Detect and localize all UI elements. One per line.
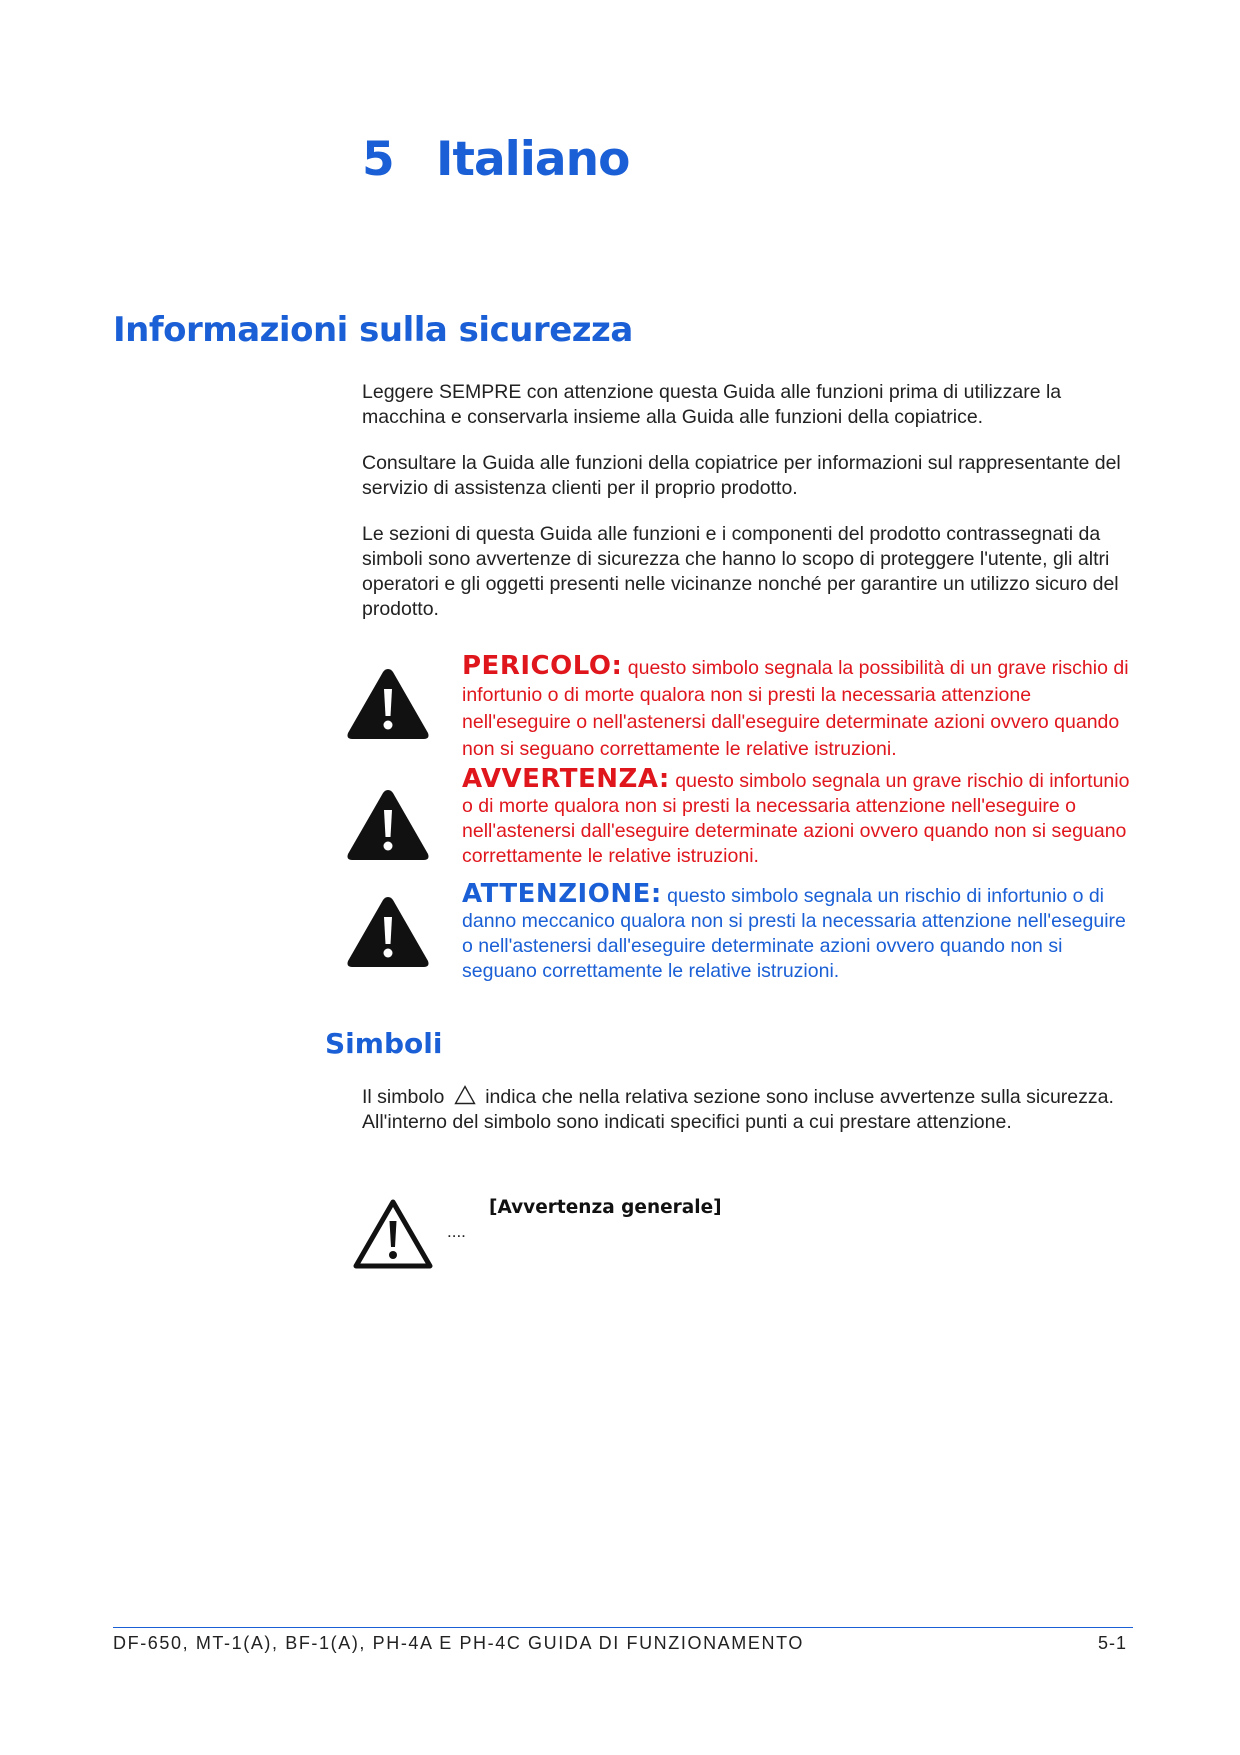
footer-page-number: 5-1	[1098, 1633, 1128, 1653]
warning-text: questo simbolo segnala un grave rischio di infortunio o di morte qualora non si presti la necessaria attenzione nell'eseguire o nell'astenersi dall'eseguire determinate azioni ovvero quando non si seguano correttamente le relative istruzioni.	[462, 770, 1130, 867]
caution-text: questo simbolo segnala un rischio di infortunio o di danno meccanico qualora non si presti la necessaria attenzione nell'eseguire o nell'astenersi dall'eseguire determinate azioni ovvero quando non si seguano correttamente le relative istruzioni.	[462, 885, 1126, 982]
chapter-number: 5	[362, 132, 394, 187]
general-warning-outline-icon	[352, 1197, 434, 1271]
caution-warning-triangle-icon	[345, 893, 431, 971]
chapter-name: Italiano	[436, 132, 630, 187]
danger-notice	[462, 653, 1142, 763]
symbols-text-after: indica che nella relativa sezione sono incluse avvertenze sulla sicurezza. All'interno del simbolo sono indicati specifici punti a cui prestare attenzione.	[362, 1086, 1114, 1133]
footer-divider	[113, 1627, 1133, 1628]
general-warning-label: [Avvertenza generale]	[489, 1197, 722, 1218]
general-warning-dots: ....	[447, 1222, 466, 1241]
intro-paragraph-3: Le sezioni di questa Guida alle funzioni e i componenti del prodotto contrassegnati da simboli sono avvertenze di sicurezza che hanno lo scopo di proteggere l'utente, gli altri operatori e gli oggetti presenti nelle vicinanze nonché per garantire un utilizzo sicuro del prodotto.	[362, 523, 1119, 620]
caution-notice	[462, 879, 1142, 984]
footer-document-title: DF-650, MT-1(A), BF-1(A), PH-4A E PH-4C GUIDA DI FUNZIONAMENTO	[113, 1633, 804, 1653]
warning-keyword: AVVERTENZA:	[462, 764, 670, 794]
symbols-title: Simboli	[325, 1027, 443, 1060]
symbols-text-before: Il simbolo	[362, 1086, 445, 1108]
danger-text: questo simbolo segnala la possibilità di un grave rischio di infortunio o di morte qualora non si presti la necessaria attenzione nell'eseguire o nell'astenersi dall'eseguire determinate azioni ovvero quando non si seguano correttamente le relative istruzioni.	[462, 657, 1129, 760]
intro-paragraph-2: Consultare la Guida alle funzioni della copiatrice per informazioni sul rappresentante del servizio di assistenza clienti per il proprio prodotto.	[362, 452, 1121, 499]
symbols-paragraph	[362, 1085, 1132, 1135]
caution-keyword: ATTENZIONE:	[462, 879, 662, 909]
chapter-title	[362, 132, 629, 187]
section-title: Informazioni sulla sicurezza	[113, 310, 633, 350]
warning-triangle-icon	[345, 786, 431, 864]
intro-paragraph-1: Leggere SEMPRE con attenzione questa Guida alle funzioni prima di utilizzare la macchina e conservarla insieme alla Guida alle funzioni della copiatrice.	[362, 381, 1062, 428]
warning-notice	[462, 764, 1142, 869]
danger-keyword: PERICOLO:	[462, 651, 623, 681]
danger-warning-triangle-icon	[345, 665, 431, 743]
small-triangle-icon	[454, 1085, 476, 1105]
